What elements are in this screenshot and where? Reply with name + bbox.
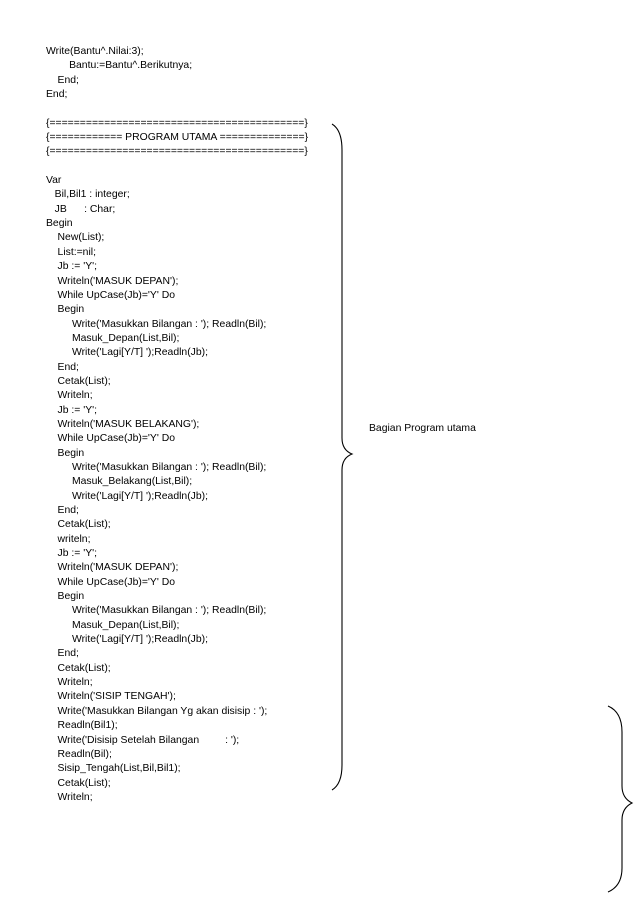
code-line: While UpCase(Jb)='Y' Do (46, 576, 175, 588)
code-line: Var (46, 175, 62, 187)
code-line: Write(Bantu^.Nilai:3); (46, 46, 144, 57)
code-line: Writeln; (46, 791, 93, 803)
secondary-curly-brace (608, 706, 632, 892)
code-line: End; (46, 648, 79, 660)
code-line: Masuk_Depan(List,Bil); (46, 332, 180, 344)
code-line: Jb := 'Y'; (46, 261, 98, 273)
code-line: While UpCase(Jb)='Y' Do (46, 433, 175, 445)
code-line: Begin (46, 447, 85, 459)
code-line: End; (46, 505, 79, 516)
code-line: Begin (46, 218, 73, 230)
section-label: Bagian Program utama (369, 423, 476, 434)
code-line: Write('Lagi[Y/T] ');Readln(Jb); (46, 634, 208, 646)
code-line: Bil,Bil1 : integer; (46, 189, 130, 201)
code-line: End; (46, 361, 79, 373)
code-line: Cetak(List); (46, 662, 111, 674)
code-line: Writeln('MASUK DEPAN'); (46, 275, 179, 287)
code-line: Write('Masukkan Bilangan : '); Readln(Bil); (46, 318, 267, 330)
code-line: Writeln; (46, 390, 93, 402)
code-line: Cetak(List); (46, 375, 111, 387)
code-line: Write('Disisip Setelah Bilangan : '); (46, 734, 240, 746)
code-line: Masuk_Belakang(List,Bil); (46, 476, 193, 488)
code-line: Bantu:=Bantu^.Berikutnya; (46, 60, 193, 72)
code-line: Begin (46, 304, 85, 316)
code-line: Jb := 'Y'; (46, 404, 98, 416)
code-line: Writeln('MASUK BELAKANG'); (46, 418, 200, 430)
code-line: {==========================================} (46, 146, 308, 158)
code-line: Write('Masukkan Bilangan : '); Readln(Bil); (46, 461, 267, 473)
code-line: Readln(Bil); (46, 748, 112, 760)
code-line: Cetak(List); (46, 519, 111, 531)
code-line: Begin (46, 591, 85, 603)
code-line: {============ PROGRAM UTAMA ==============} (46, 132, 309, 144)
code-line: End; (46, 74, 79, 86)
code-line: Write('Lagi[Y/T] ');Readln(Jb); (46, 347, 208, 359)
code-line: Writeln('SISIP TENGAH'); (46, 691, 176, 703)
code-line: Write('Masukkan Bilangan : '); Readln(Bil); (46, 605, 267, 617)
code-line: While UpCase(Jb)='Y' Do (46, 289, 175, 301)
code-line: Writeln; (46, 677, 93, 689)
code-line: List:=nil; (46, 246, 96, 258)
code-line: Readln(Bil1); (46, 720, 118, 732)
code-line: Sisip_Tengah(List,Bil,Bil1); (46, 763, 181, 775)
code-line: New(List); (46, 232, 105, 244)
code-line: writeln; (46, 533, 91, 545)
code-line: Writeln('MASUK DEPAN'); (46, 562, 179, 574)
code-line: End; (46, 89, 68, 101)
code-line: Write('Masukkan Bilangan Yg akan disisip : '); (46, 705, 268, 717)
main-curly-brace (332, 124, 352, 790)
code-line: Write('Lagi[Y/T] ');Readln(Jb); (46, 490, 208, 502)
code-line: {==========================================} (46, 117, 308, 129)
code-line: Masuk_Depan(List,Bil); (46, 619, 180, 631)
code-line: Cetak(List); (46, 777, 111, 789)
code-line: Jb := 'Y'; (46, 548, 98, 560)
code-line: JB : Char; (46, 203, 116, 215)
